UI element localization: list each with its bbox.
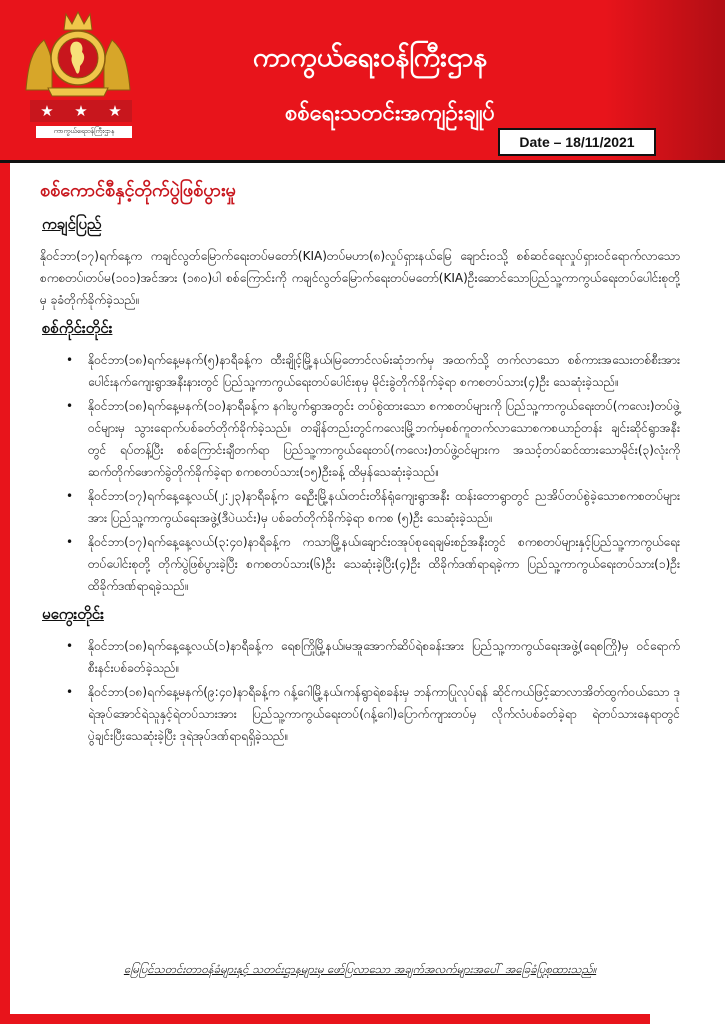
bottom-red-bar	[0, 1014, 650, 1024]
date-label: Date – 18/11/2021	[498, 128, 656, 156]
section-sagaing	[40, 319, 680, 597]
list-item	[66, 395, 680, 483]
headline: စစ်ကောင်စီနှင့်တိုက်ပွဲဖြစ်ပွားမှု	[40, 180, 236, 201]
section-magway	[40, 605, 680, 747]
section-title: ကချင်ပြည်	[42, 215, 102, 233]
bullet-icon: •	[66, 399, 74, 413]
ministry-emblem-icon	[22, 10, 134, 100]
list-item-text: နိုဝင်ဘာ(၁၈)ရက်နေ့မနက်(၅)နာရီခန့်က ထီးချိုင့်မြို့နယ်၊မြတောင်လမ်းဆုံဘက်မှ အထက်သို့ တက်လာသော စစ်ကားအသေးတစ်စီးအား ပေါင်းနက်ကျေးရွာအနီးနားတွင် ပြည်သူ့ကာကွယ်ရေးတပ်ပေါင်းစုမှ မိုင်းခွဲတိုက်ခိုက်ခဲ့ရာ စကစတပ်သား(၄)ဦး သေဆုံးခဲ့သည်။	[88, 353, 680, 389]
left-red-strip	[0, 163, 10, 1024]
bullet-icon: •	[66, 489, 74, 503]
header-divider	[0, 160, 725, 163]
list-item	[66, 531, 680, 597]
section-title: မကွေးတိုင်း	[42, 605, 104, 623]
bullet-icon: •	[66, 353, 74, 367]
bullet-icon: •	[66, 639, 74, 653]
list-item	[66, 349, 680, 393]
star-icon: ★	[108, 101, 122, 120]
bullet-icon: •	[66, 685, 74, 699]
bulletin-content	[40, 178, 680, 751]
ministry-title: ကာကွယ်ရေးဝန်ကြီးဌာန	[252, 42, 488, 73]
list-item-text: နိုဝင်ဘာ(၁၈)ရက်နေ့မနက်(၁၀)နာရီခန့်က နဂါးပွက်ရွာအတွင်း တပ်စွဲထားသော စကစတပ်များကို ပြည်သူ့ကာကွယ်ရေးတပ်(ကလေး)တပ်ဖွဲ့ဝင်များမှ သွားရောက်ပစ်ခတ်တိုက်ခိုက်ခဲ့သည်။ တချိန်တည်းတွင်ကလေးမြို့ဘက်မှစစ်ကူတက်လာသောစကစယာဉ်တန်း ချင်းဆိုင်ရွာအနီးတွင် ရပ်တန့်ပြီး စစ်ကြောင်းချီတက်ရာ ပြည်သူ့ကာကွယ်ရေးတပ်(ကလေး)တပ်ဖွဲ့ဝင်များက အသင့်တပ်ဆင်ထားသောမိုင်း(၃)လုံးကို ဆက်တိုက်ဖောက်ခွဲတိုက်ခိုက်ခဲ့ရာ စကစတပ်သား(၁၅)ဦးခန့် ထိမှန်သေဆုံးခဲ့သည်။	[88, 399, 680, 479]
bullet-list	[40, 635, 680, 747]
list-item-text: နိုဝင်ဘာ(၁၈)ရက်နေ့နေ့လယ်(၁)နာရီခန့်က ရေစကြိုမြို့နယ်၊မအူအောက်ဆိပ်ရဲစခန်းအား ပြည်သူ့ကာကွယ်ရေးအဖွဲ့(ရေစကြို)မှ ဝင်ရောက်စီးနင်းပစ်ခတ်ခဲ့သည်။	[88, 639, 680, 675]
list-item-text: နိုဝင်ဘာ(၁၈)ရက်နေ့မနက်(၉:၄၀)နာရီခန့်က ဂန့်ဂေါမြို့နယ်၊ကန်ရွာရဲစခန်းမှ ဘန်ကာပြုလုပ်ရန် ဆိုင်ကယ်ဖြင့်ဆာလာအိတ်ထွက်ဝယ်သော ဒုရဲအုပ်အောင်ရဲသူနှင့်ရဲတပ်သားအား ပြည်သူ့ကာကွယ်ရေးတပ်(ဂန့်ဂေါ)ပြောက်ကျားတပ်မှ လိုက်လံပစ်ခတ်ခဲ့ရာ ရဲတပ်သားနေရာတွင် ပွဲချင်းပြီးသေဆုံးခဲ့ပြီး ဒုရဲအုပ်ဒဏ်ရာရရှိခဲ့သည်။	[88, 685, 680, 743]
section-title: စစ်ကိုင်းတိုင်း	[42, 319, 113, 337]
header-banner	[0, 0, 725, 160]
bullet-icon: •	[66, 535, 74, 549]
footer-note: မြေပြင်သတင်းတာဝန်ခံများနှင့် သတင်းဌာနများမှ ဖော်ပြလာသော အချက်အလက်များအပေါ် အခြေခံပြုစုထားသည်။	[123, 962, 597, 976]
bulletin-title: စစ်ရေးသတင်းအကျဉ်းချုပ်	[285, 101, 495, 126]
star-icon: ★	[74, 101, 88, 120]
list-item-text: နိုဝင်ဘာ(၁၇)ရက်နေ့နေ့လယ်(၂:၂၃)နာရီခန့်က ရေဦးမြို့နယ်၊တင်းတိန်ရုံကျေးရွာအနီး ထန်းတောရွာတွင် ညအိပ်တပ်စွဲခဲ့သောစကစတပ်များအား ပြည်သူ့ကာကွယ်ရေးအဖွဲ့(ဒီပဲယင်း)မှ ပစ်ခတ်တိုက်ခိုက်ခဲ့ရာ စကစ (၅)ဦး သေဆုံးခဲ့သည်။	[88, 489, 680, 525]
star-icon: ★	[40, 101, 54, 120]
list-item	[66, 635, 680, 679]
star-bar	[30, 100, 132, 122]
logo-caption: ကာကွယ်ရေးဝန်ကြီးဌာန	[36, 126, 132, 138]
list-item	[66, 681, 680, 747]
section-kachin	[40, 215, 680, 311]
list-item-text: နိုဝင်ဘာ(၁၇)ရက်နေ့နေ့လယ်(၃:၄၀)နာရီခန့်က ကသာမြို့နယ်၊ချောင်းဝအုပ်စုရေချမ်းစဉ်အနီးတွင် စကစတပ်များနှင့်ပြည်သူ့ကာကွယ်ရေးတပ်ပေါင်းစုတို့ တိုက်ပွဲဖြစ်ပွားခဲ့ပြီး စကစတပ်သား(၆)ဦး သေဆုံးခဲ့ပြီး(၄)ဦး ထိခိုက်ဒဏ်ရာရခဲ့ကာ ပြည်သူ့ကာကွယ်ရေးတပ်သား(၁)ဦး ထိခိုက်ဒဏ်ရာရခဲ့သည်။	[88, 535, 680, 593]
bullet-list	[40, 349, 680, 597]
list-item	[66, 485, 680, 529]
section-paragraph: နိုဝင်ဘာ(၁၇)ရက်နေ့က ကချင်လွတ်မြောက်ရေးတပ်မတော်(KIA)တပ်မဟာ(၈)လှုပ်ရှားနယ်မြေ ချောင်းဝသို့ စစ်ဆင်ရေးလှုပ်ရှားဝင်ရောက်လာသော စကစတပ်၊တပ်မ(၁၀၁)အင်အား (၁၈၀)ပါ စစ်ကြောင်းကို ကချင်လွတ်မြောက်ရေးတပ်မတော်(KIA)ဦးဆောင်သောပြည်သူ့ကာကွယ်ရေးတပ်ပေါင်းစုတို့မှ ခုခံတိုက်ခိုက်ခဲ့သည်။	[40, 249, 680, 307]
